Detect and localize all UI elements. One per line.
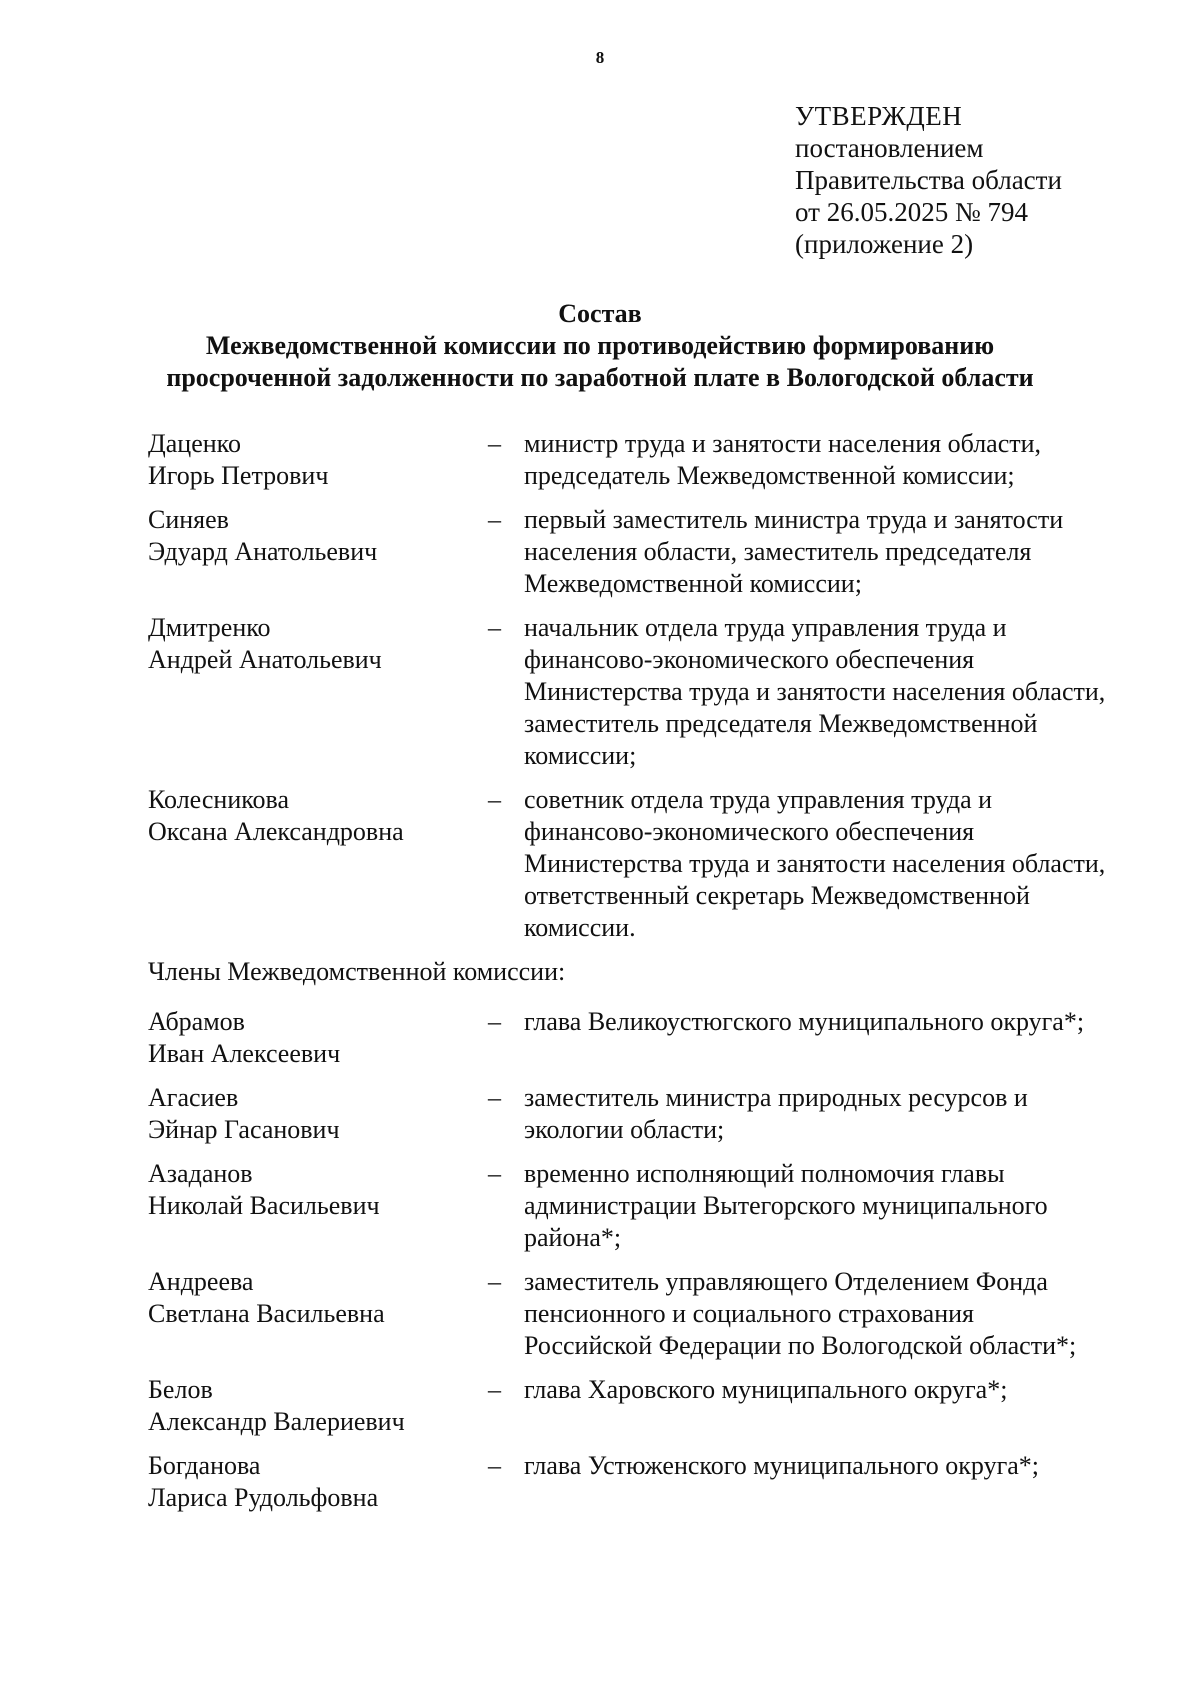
member-name [148,784,488,944]
approval-line: от 26.05.2025 № 794 [795,197,1028,227]
list-item [148,612,1108,772]
dash-separator: – [488,1007,501,1036]
list-item [148,1082,1108,1146]
dash-separator: – [488,429,501,458]
approval-title: УТВЕРЖДЕН [795,101,963,131]
member-surname: Богданова [148,1451,261,1480]
dash-separator: – [488,1159,501,1188]
member-surname: Андреева [148,1267,254,1296]
document-heading [100,298,1100,394]
dash-separator: – [488,1451,501,1480]
member-given-names: Александр Валериевич [148,1407,405,1436]
page-number: 8 [595,48,605,67]
dash-separator: – [488,505,501,534]
member-given-names: Андрей Анатольевич [148,645,382,674]
member-surname: Дмитренко [148,613,271,642]
member-role: глава Великоустюгского муниципального округа*; [524,1007,1085,1036]
dash-separator: – [488,1083,501,1112]
member-given-names: Игорь Петрович [148,461,329,490]
member-surname: Азаданов [148,1159,253,1188]
list-item [148,1374,1108,1438]
list-item [148,428,1108,492]
dash-separator: – [488,785,501,814]
member-surname: Колесникова [148,785,290,814]
approval-line: (приложение 2) [795,229,974,259]
member-name [148,504,488,600]
list-item [148,784,1108,944]
member-given-names: Оксана Александровна [148,817,404,846]
member-role: временно исполняющий полномочия главы администрации Вытегорского муниципального района*; [524,1159,1048,1252]
member-role: начальник отдела труда управления труда и финансово-экономического обеспечения Министерства труда и занятости населения области, заместитель председателя Межведомственной комиссии; [524,613,1106,770]
approval-line: Правительства области [795,165,1062,195]
heading-title: Состав [558,299,642,328]
list-item [148,1266,1108,1362]
member-surname: Абрамов [148,1007,245,1036]
approval-line: постановлением [795,133,984,163]
member-name [148,1158,488,1254]
heading-line: просроченной задолженности по заработной плате в Вологодской области [166,363,1034,392]
member-surname: Даценко [148,429,241,458]
member-role: глава Харовского муниципального округа*; [524,1375,1008,1404]
list-item [148,1450,1108,1514]
dash-separator: – [488,1267,501,1296]
member-role: заместитель управляющего Отделением Фонда пенсионного и социального страхования Российской Федерации по Вологодской области*; [524,1267,1077,1360]
member-name [148,1266,488,1362]
heading-line: Межведомственной комиссии по противодействию формированию [205,331,995,360]
member-given-names: Лариса Рудольфовна [148,1483,379,1512]
member-name [148,428,488,492]
dash-separator: – [488,613,501,642]
member-surname: Белов [148,1375,213,1404]
member-given-names: Иван Алексеевич [148,1039,341,1068]
member-role: советник отдела труда управления труда и финансово-экономического обеспечения Министерства труда и занятости населения области, ответственный секретарь Межведомственной комиссии. [524,785,1106,942]
dash-separator: – [488,1375,501,1404]
member-given-names: Эйнар Гасанович [148,1115,340,1144]
list-item [148,1006,1108,1070]
member-given-names: Николай Васильевич [148,1191,380,1220]
approval-block [795,100,1062,260]
members-section-label: Члены Межведомственной комиссии: [148,957,566,986]
member-name [148,1374,488,1438]
member-name [148,1082,488,1146]
member-surname: Агасиев [148,1083,239,1112]
member-name [148,1006,488,1070]
member-role: министр труда и занятости населения области, председатель Межведомственной комиссии; [524,429,1042,490]
member-role: глава Устюженского муниципального округа*; [524,1451,1040,1480]
member-given-names: Эдуард Анатольевич [148,537,378,566]
list-item [148,504,1108,600]
member-surname: Синяев [148,505,229,534]
list-item [148,1158,1108,1254]
member-role: первый заместитель министра труда и занятости населения области, заместитель председателя Межведомственной комиссии; [524,505,1064,598]
commission-list [148,428,1108,1526]
member-role: заместитель министра природных ресурсов и экологии области; [524,1083,1028,1144]
member-name [148,1450,488,1514]
member-given-names: Светлана Васильевна [148,1299,385,1328]
member-name [148,612,488,772]
